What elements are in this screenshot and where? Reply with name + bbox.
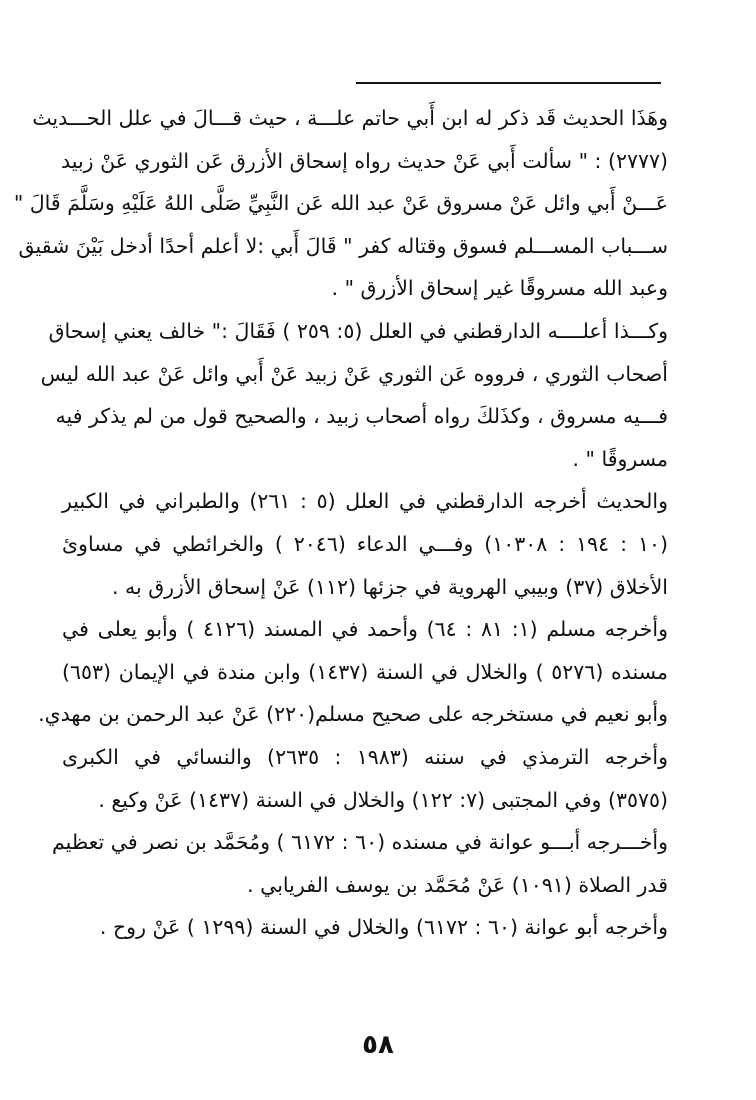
- text-line: ســـباب المســـلم فسوق وقتاله كفر " قَالَ أَبي :لا أعلم أحدًا أدخل بَيْنَ شقيق: [18, 233, 668, 258]
- text-line: والحديث أخرجه الدارقطني في العلل (٥ : ٢٦١) والطبراني في الكبير: [62, 489, 668, 514]
- text-line: وعبد الله مسروقًا غير إسحاق الأزرق " .: [331, 276, 668, 301]
- text-line: وأبو نعيم في مستخرجه على صحيح مسلم(٢٢٠) عَنْ عبد الرحمن بن مهدي.: [38, 702, 668, 727]
- text-line: وأخرجه مسلم (١: ٨١ : ٦٤) وأحمد في المسند (٤١٢٦ ) وأبو يعلى في: [62, 617, 668, 642]
- text-line: (٣٥٧٥) وفي المجتبى (٧: ١٢٢) والخلال في السنة (١٤٣٧) عَنْ وكيع .: [98, 787, 668, 812]
- text-line: وأخـــرجه أبـــو عوانة في مسنده (٦٠ : ٦١٧٢ ) ومُحَمَّد بن نصر في تعظيم: [52, 830, 668, 855]
- paragraph-takhrij-tirmidhi: [62, 736, 668, 821]
- page-number: ٥٨: [362, 1030, 394, 1060]
- text-line: عَـــنْ أَبي وائل عَنْ مسروق عَنْ عبد الله عَن النَّبِيِّ صَلَّى اللهُ عَلَيْهِ وسَلَّمَ قَالَ ": [13, 191, 668, 216]
- text-line: مسروقًا " .: [572, 446, 668, 471]
- text-line: (١٠ : ١٩٤ : ١٠٣٠٨) وفـــي الدعاء (٢٠٤٦ ) والخرائطي في مساوئ: [62, 531, 668, 556]
- text-line: فـــيه مسروق ، وكذَلكَ رواه أصحاب زبيد ، والصحيح قول من لم يذكر فيه: [55, 404, 668, 429]
- text-line: مسنده (٥٢٧٦ ) والخلال في السنة (١٤٣٧) وابن مندة في الإيمان (٦٥٣): [62, 659, 668, 684]
- paragraph-takhrij-abu-awana: [52, 821, 668, 906]
- paragraph-daraqutni: [40, 310, 668, 480]
- body-text: [13, 97, 668, 949]
- paragraph-takhrij-daraqutni: [62, 480, 668, 608]
- header-rule: [356, 82, 661, 84]
- paragraph-abi-hatim: [13, 97, 668, 310]
- paragraph-takhrij-rawh: [62, 906, 668, 949]
- text-line: وأخرجه أبو عوانة (٦٠ : ٦١٧٢) والخلال في السنة (١٢٩٩ ) عَنْ روح .: [99, 915, 668, 940]
- text-line: وكـــذا أعلــــه الدارقطني في العلل (٥: ٢٥٩ ) فَقَالَ :" خالف يعني إسحاق: [48, 318, 668, 343]
- text-line: وأخرجه الترمذي في سننه (١٩٨٣ : ٢٦٣٥) والنسائي في الكبرى: [62, 744, 668, 769]
- text-line: الأخلاق (٣٧) وبيبي الهروية في جزئها (١١٢) عَنْ إسحاق الأزرق به .: [112, 574, 668, 599]
- text-line: قدر الصلاة (١٠٩١) عَنْ مُحَمَّد بن يوسف الفريابي .: [247, 872, 668, 897]
- text-line: (٢٧٧٧) : " سألت أَبي عَنْ حديث رواه إسحاق الأزرق عَن الثوري عَنْ زبيد: [61, 148, 668, 173]
- text-line: وهَذَا الحديث قَد ذكر له ابن أَبي حاتم علـــة ، حيث قـــالَ في علل الحـــديث: [32, 106, 668, 130]
- paragraph-takhrij-muslim: [38, 608, 668, 736]
- text-line: أصحاب الثوري ، فرووه عَن الثوري عَنْ زبيد عَنْ أَبي وائل عَنْ عبد الله ليس: [40, 361, 668, 386]
